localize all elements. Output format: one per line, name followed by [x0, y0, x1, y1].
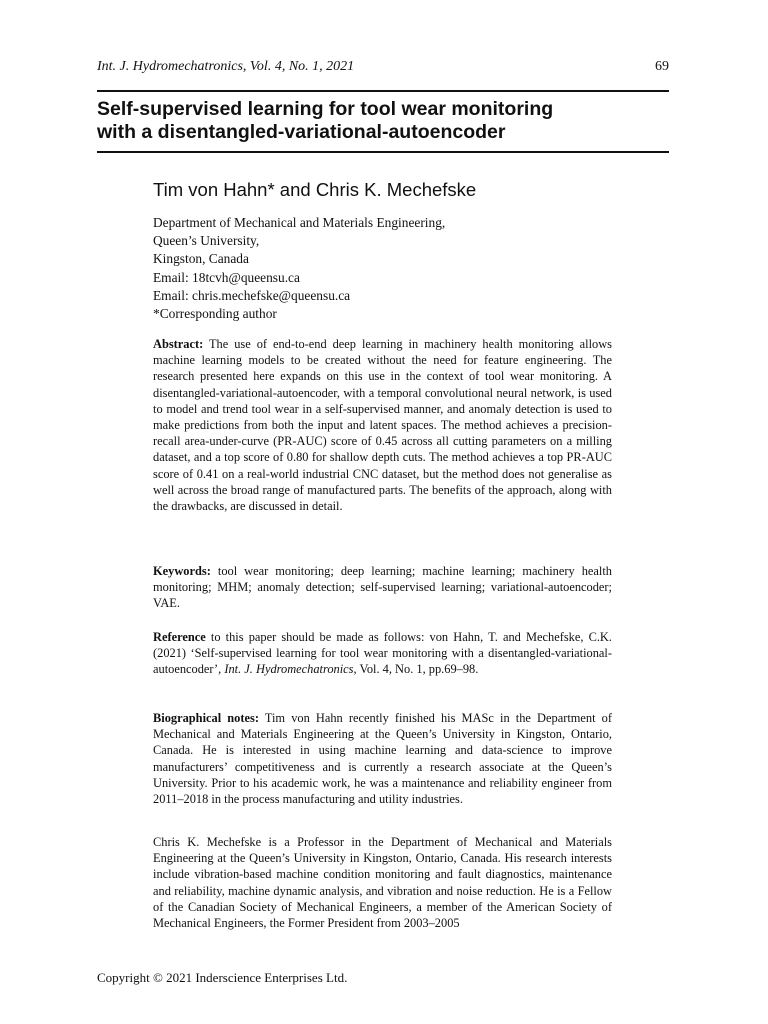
bio-text-1: Tim von Hahn recently finished his MASc in the Department of Mechanical and Materials Engineering at the Queen’s University in Kingston, Ontario, Canada. He is interested in using machine learning and data-science to improve manufacturers’ competitiveness and is currently a research associate at the Queen’s University. Prior to his academic work, he was a maintenance and reliability engineer from 2011–2018 in the process manufacturing and utility industries. — [153, 711, 612, 807]
paper-title — [97, 98, 669, 144]
keywords-text: tool wear monitoring; deep learning; machine learning; machinery health monitoring; MHM; anomaly detection; self-supervised learning; variational-autoencoder; VAE. — [153, 564, 612, 611]
title-line-2: with a disentangled-variational-autoencoder — [97, 121, 506, 143]
abstract-label: Abstract: — [153, 337, 204, 351]
abstract — [153, 336, 612, 514]
journal-citation: Int. J. Hydromechatronics, Vol. 4, No. 1, 2021 — [97, 59, 355, 74]
copyright-notice: Copyright © 2021 Inderscience Enterprises Ltd. — [97, 970, 348, 985]
title-rule-top — [97, 90, 669, 92]
title-line-1: Self-supervised learning for tool wear monitoring — [97, 98, 554, 120]
keywords — [153, 563, 612, 612]
running-head — [97, 58, 669, 76]
affiliation-university: Queen’s University, — [153, 233, 260, 249]
affiliation-block — [153, 214, 613, 323]
author-email-1: Email: 18tcvh@queensu.ca — [153, 269, 300, 285]
affiliation-department: Department of Mechanical and Materials Engineering, — [153, 215, 446, 230]
title-rule-bottom — [97, 151, 669, 153]
affiliation-location: Kingston, Canada — [153, 251, 249, 267]
corresponding-author-note: *Corresponding author — [153, 306, 277, 322]
reference-journal: Int. J. Hydromechatronics — [224, 662, 354, 677]
reference-volume: , Vol. 4, No. 1, pp.69–98. — [353, 662, 479, 677]
abstract-text: The use of end-to-end deep learning in machinery health monitoring allows machine learning models to be created without the need for feature engineering. The research presented here expands on this use in the context of tool wear monitoring. A disentangled-variational-autoencoder, with a temporal convolutional neural network, is used to model and trend tool wear in a self-supervised manner, and anomaly detection is used to make predictions from both the input and latent spaces. The method achieves a precision-recall area-under-curve (PR-AUC) score of 0.45 across all cutting parameters on a milling dataset, and a top score of 0.80 for shallow depth cuts. The method achieves a top PR-AUC score of 0.41 on a real-world industrial CNC dataset, but the method does not generalise as well across the broad range of manufactured parts. The benefits of the approach, along with the drawbacks, are discussed in detail. — [153, 337, 613, 514]
page-number: 69 — [655, 59, 669, 74]
biographical-notes-2 — [153, 834, 612, 931]
reference-label: Reference — [153, 630, 206, 644]
reference — [153, 629, 612, 678]
author-email-2: Email: chris.mechefske@queensu.ca — [153, 287, 351, 303]
reference-text: to this paper should be made as follows: von Hahn, T. and Mechefske, C.K. (2021) ‘Self-supervised learning for tool wear monitoring with a disentangled-variational-autoencoder’, — [153, 630, 612, 677]
author-names: Tim von Hahn* and Chris K. Mechefske — [153, 179, 477, 200]
bio-label: Biographical notes: — [153, 711, 259, 725]
biographical-notes — [153, 710, 612, 807]
keywords-label: Keywords: — [153, 564, 211, 578]
bio-text-2: Chris K. Mechefske is a Professor in the Department of Mechanical and Materials Engineering at the Queen’s University in Kingston, Ontario, Canada. His research interests include vibration-based machine condition monitoring and fault diagnostics, maintenance and reliability, machine dynamic analysis, and vibration and noise reduction. He is a Fellow of the Canadian Society of Mechanical Engineers, a member of the American Society of Mechanical Engineers, the Former President from 2003–2005 — [153, 835, 612, 931]
